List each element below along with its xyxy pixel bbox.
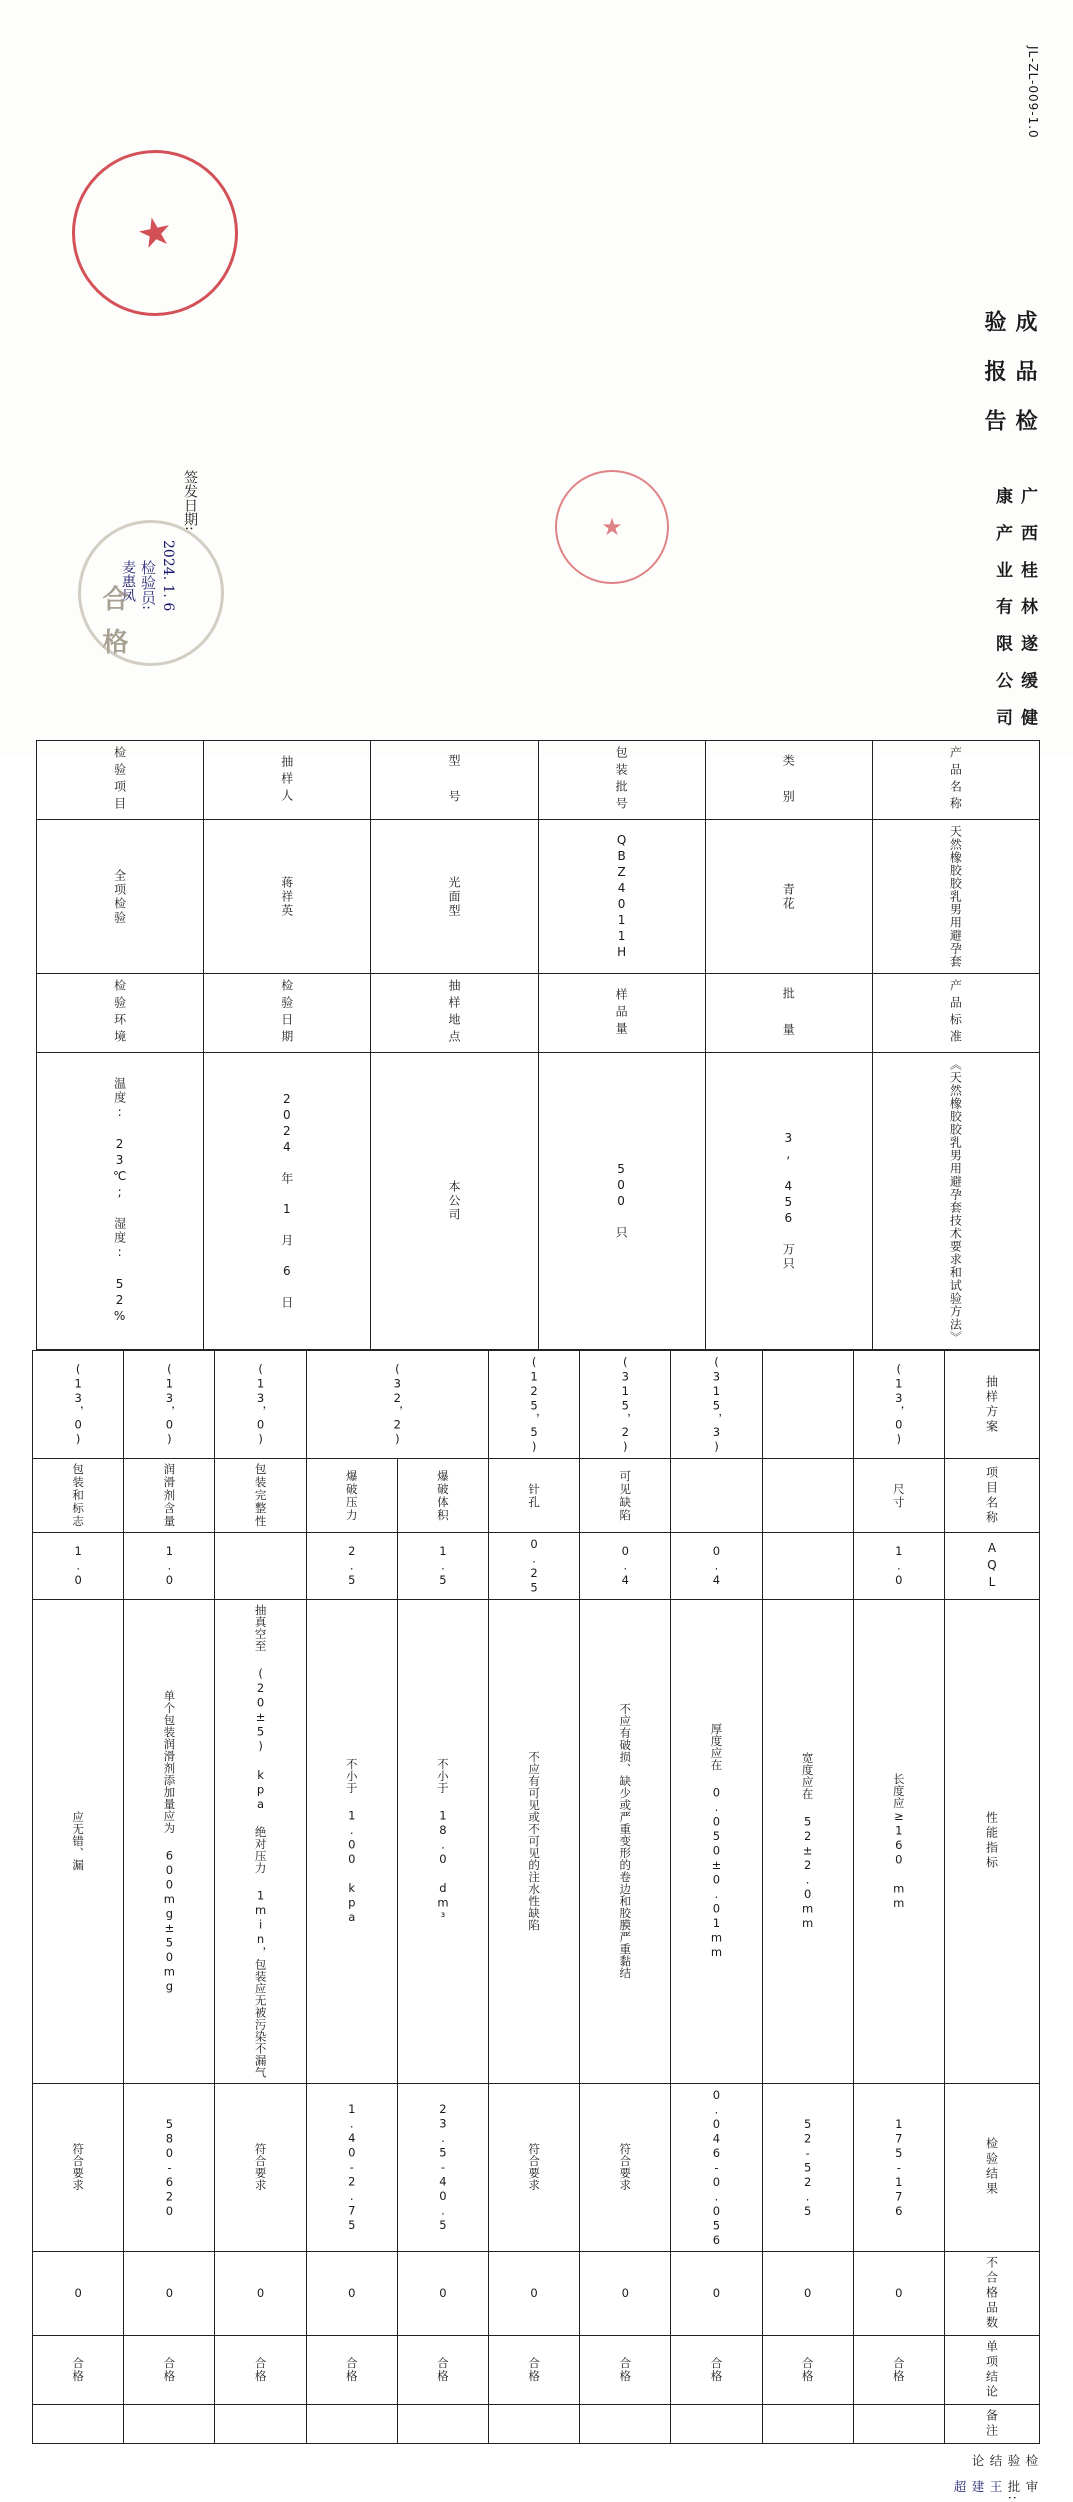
cell-plan: (13，0) <box>124 1351 215 1459</box>
table-header-row <box>944 1351 1039 2444</box>
cell-remark <box>853 2405 944 2444</box>
table-row <box>215 1351 306 2444</box>
meta-label: 检验项目 <box>37 741 204 820</box>
cell-remark <box>124 2405 215 2444</box>
meta-value: QBZ4011H <box>538 820 705 974</box>
cell-result: 23.5-40.5 <box>397 2083 488 2252</box>
cell-result: 0.046-0.056 <box>671 2083 762 2252</box>
cell-item: 爆破体积 <box>397 1459 488 1533</box>
cell-verdict: 合格 <box>306 2336 397 2405</box>
cell-item: 包装完整性 <box>215 1459 306 1533</box>
meta-value: 天然橡胶胶乳男用避孕套 <box>872 820 1039 974</box>
cell-verdict: 合格 <box>762 2336 853 2405</box>
meta-value: 青花 <box>705 820 872 974</box>
cell-verdict: 合格 <box>33 2336 124 2405</box>
cell-plan <box>762 1351 853 1459</box>
cell-spec: 不小于 18.0 dm³ <box>397 1600 488 2084</box>
table-row <box>306 1351 397 2444</box>
table-row <box>671 1351 762 2444</box>
cell-spec: 单个包装润滑剂添加量应为 600mg±50mg <box>124 1600 215 2084</box>
table-row <box>580 1351 671 2444</box>
cell-plan: (13，0) <box>33 1351 124 1459</box>
cell-item <box>671 1459 762 1533</box>
meta-table <box>36 740 1040 1350</box>
table-row <box>204 741 371 1350</box>
table-row <box>489 1351 580 2444</box>
cell-aql: 1.0 <box>33 1533 124 1600</box>
cell-spec: 厚度应在 0.050±0.01mm <box>671 1600 762 2084</box>
result-stamp-text: 合 格 <box>95 585 132 658</box>
cell-remark <box>671 2405 762 2444</box>
meta-label: 包装批号 <box>538 741 705 820</box>
cell-defect: 0 <box>397 2252 488 2336</box>
cell-result: 580-620 <box>124 2083 215 2252</box>
cell-spec: 不应有可见或不可见的注水性缺陷 <box>489 1600 580 2084</box>
col-header-item: 项目名称 <box>944 1459 1039 1533</box>
meta-value: 《天然橡胶胶乳男用避孕套技术要求和试验方法》 <box>872 1053 1039 1350</box>
cell-remark <box>397 2405 488 2444</box>
cell-item: 针孔 <box>489 1459 580 1533</box>
report-sheet <box>0 0 1073 758</box>
col-header-plan: 抽样方案 <box>944 1351 1039 1459</box>
approve-signature: 王建超 <box>952 2480 1003 2495</box>
meta-label: 抽样地点 <box>371 974 538 1053</box>
cell-remark <box>215 2405 306 2444</box>
report-header <box>30 18 1040 740</box>
star-icon: ★ <box>601 513 623 541</box>
cell-verdict: 合格 <box>124 2336 215 2405</box>
col-header-spec: 性能指标 <box>944 1600 1039 2084</box>
table-row <box>371 741 538 1350</box>
star-icon: ★ <box>133 207 178 259</box>
table-row <box>538 741 705 1350</box>
inspector-signature: 麦惠凤 <box>120 560 136 602</box>
cell-plan: (315，3) <box>671 1351 762 1459</box>
approve-label: 审批: <box>1006 2480 1039 2502</box>
cell-verdict: 合格 <box>397 2336 488 2405</box>
cell-item: 包装和标志 <box>33 1459 124 1533</box>
cell-spec: 应无错、漏 <box>33 1600 124 2084</box>
meta-label: 样品量 <box>538 974 705 1053</box>
cell-verdict: 合格 <box>489 2336 580 2405</box>
cell-spec: 不小于 1.00 kpa <box>306 1600 397 2084</box>
cell-result: 符合要求 <box>489 2083 580 2252</box>
table-row <box>397 1351 488 2444</box>
cell-item: 尺寸 <box>853 1459 944 1533</box>
cell-defect: 0 <box>671 2252 762 2336</box>
col-header-remark: 备注 <box>944 2405 1039 2444</box>
cell-item <box>762 1459 853 1533</box>
cell-aql <box>215 1533 306 1600</box>
cell-spec: 不应有破损、缺少或严重变形的卷边和胶膜严重黏结 <box>580 1600 671 2084</box>
meta-label: 检验环境 <box>37 974 204 1053</box>
meta-label: 类 别 <box>705 741 872 820</box>
cell-verdict: 合格 <box>215 2336 306 2405</box>
table-row <box>124 1351 215 2444</box>
meta-value: 蒋祥英 <box>204 820 371 974</box>
cell-plan: (13，0) <box>215 1351 306 1459</box>
meta-value: 500 只 <box>538 1053 705 1350</box>
inspection-table <box>32 1350 1040 2444</box>
cell-item: 爆破压力 <box>306 1459 397 1533</box>
cell-item: 润滑剂含量 <box>124 1459 215 1533</box>
cell-plan: (125，5) <box>489 1351 580 1459</box>
cell-remark <box>306 2405 397 2444</box>
cell-defect: 0 <box>124 2252 215 2336</box>
conclusion-label: 检验结论 <box>970 2454 1039 2470</box>
cell-aql: 1.5 <box>397 1533 488 1600</box>
meta-value: 光面型 <box>371 820 538 974</box>
report-document <box>30 18 1040 740</box>
company-name: 广 西 桂 林 遂 缓 健 康 产 业 有 限 公 司 <box>990 487 1040 740</box>
cell-defect: 0 <box>580 2252 671 2336</box>
meta-value: 2024 年 1 月 6 日 <box>204 1053 371 1350</box>
cell-plan: (13，0) <box>853 1351 944 1459</box>
meta-label: 批 量 <box>705 974 872 1053</box>
page-title: 成 品 检 验 报 告 <box>978 310 1040 457</box>
cell-defect: 0 <box>33 2252 124 2336</box>
meta-label: 抽样人 <box>204 741 371 820</box>
meta-value: 温度: 23℃; 湿度: 52% <box>37 1053 204 1350</box>
meta-label: 产品名称 <box>872 741 1039 820</box>
meta-value: 3, 456 万只 <box>705 1053 872 1350</box>
issue-date-value-block <box>160 540 176 611</box>
cell-result: 符合要求 <box>580 2083 671 2252</box>
cell-aql: 0.25 <box>489 1533 580 1600</box>
cell-defect: 0 <box>215 2252 306 2336</box>
table-row <box>705 741 872 1350</box>
table-row <box>33 1351 124 2444</box>
col-header-result: 检验结果 <box>944 2083 1039 2252</box>
cell-remark <box>762 2405 853 2444</box>
table-row <box>37 741 204 1350</box>
cell-aql: 0.4 <box>671 1533 762 1600</box>
col-header-defect-count: 不合格品数 <box>944 2252 1039 2336</box>
issue-date-value: 2024. 1. 6 <box>160 540 176 611</box>
cell-spec: 抽真空至 (20±5) kpa 绝对压力 1min，包装应无被污染不漏气 <box>215 1600 306 2084</box>
cell-defect: 0 <box>853 2252 944 2336</box>
meta-label: 检验日期 <box>204 974 371 1053</box>
table-row <box>762 1351 853 2444</box>
table-row <box>872 741 1039 1350</box>
cell-spec: 宽度应在 52±2.0mm <box>762 1600 853 2084</box>
meta-label: 产品标准 <box>872 974 1039 1053</box>
cell-result: 1.40-2.75 <box>306 2083 397 2252</box>
cell-result: 符合要求 <box>33 2083 124 2252</box>
cell-spec: 长度应≥160 mm <box>853 1600 944 2084</box>
meta-value: 全项检验 <box>37 820 204 974</box>
inspector-block <box>138 560 159 610</box>
cell-aql <box>762 1533 853 1600</box>
cell-verdict: 合格 <box>580 2336 671 2405</box>
cell-verdict: 合格 <box>671 2336 762 2405</box>
meta-label: 型 号 <box>371 741 538 820</box>
cell-plan: (32，2) <box>306 1351 488 1459</box>
document-number: JL-ZL-009-1.0 <box>1026 46 1040 140</box>
cell-aql: 1.0 <box>853 1533 944 1600</box>
cell-defect: 0 <box>762 2252 853 2336</box>
conclusion-row <box>38 2444 1040 2470</box>
cell-aql: 0.4 <box>580 1533 671 1600</box>
signature-row <box>38 2470 1040 2502</box>
meta-value: 本公司 <box>371 1053 538 1350</box>
cell-result: 52-52.5 <box>762 2083 853 2252</box>
cell-defect: 0 <box>489 2252 580 2336</box>
col-header-verdict: 单项结论 <box>944 2336 1039 2405</box>
cell-verdict: 合格 <box>853 2336 944 2405</box>
cell-plan: (315，2) <box>580 1351 671 1459</box>
issue-date-label: 签发日期: <box>182 470 198 531</box>
cell-defect: 0 <box>306 2252 397 2336</box>
cell-aql: 2.5 <box>306 1533 397 1600</box>
inspector-label: 检验员: <box>139 560 157 610</box>
cell-remark <box>33 2405 124 2444</box>
cell-item: 可见缺陷 <box>580 1459 671 1533</box>
cell-result: 符合要求 <box>215 2083 306 2252</box>
cell-remark <box>580 2405 671 2444</box>
cell-aql: 1.0 <box>124 1533 215 1600</box>
cell-remark <box>489 2405 580 2444</box>
cell-result: 175-176 <box>853 2083 944 2252</box>
issue-date-block <box>180 470 200 531</box>
table-row <box>853 1351 944 2444</box>
col-header-aql: AQL <box>944 1533 1039 1600</box>
